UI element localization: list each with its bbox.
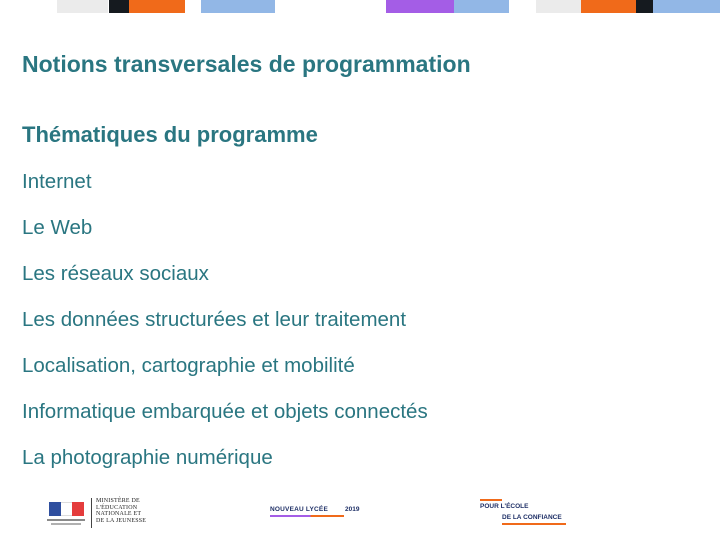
slide-title: Notions transversales de programmation (22, 51, 471, 77)
top-bar-segment (653, 0, 720, 13)
nouveau-lycee-label: NOUVEAU LYCÉE (270, 506, 328, 513)
footer-logos (0, 490, 720, 540)
top-bar-segment (109, 0, 129, 13)
ecole-top-rule (480, 499, 502, 501)
nouveau-lycee-underline (270, 515, 344, 517)
ecole-bottom-rule (502, 523, 566, 525)
topic-item: La photographie numérique (22, 446, 273, 469)
topic-item: Le Web (22, 216, 93, 239)
topic-item: Internet (22, 170, 92, 193)
top-color-bar (0, 0, 720, 13)
top-bar-segment (536, 0, 581, 13)
topic-list (22, 168, 428, 490)
ministere-logo (45, 498, 147, 528)
ecole-line1: POUR L'ÉCOLE (480, 503, 529, 510)
marianne-flag-icon (45, 500, 87, 528)
section-heading: Thématiques du programme (22, 122, 318, 147)
top-bar-segment (636, 0, 653, 13)
nouveau-lycee-logo (270, 506, 362, 520)
ministere-name: MINISTÈRE DE L'ÉDUCATION NATIONALE ET DE LA JEUNESSE (96, 498, 147, 524)
ecole-line2: DE LA CONFIANCE (502, 514, 562, 521)
topic-item: Informatique embarquée et objets connectés (22, 400, 428, 423)
logo-divider (91, 498, 92, 528)
top-bar-segment (201, 0, 275, 13)
top-bar-segment (129, 0, 185, 13)
topic-item: Localisation, cartographie et mobilité (22, 354, 355, 377)
top-bar-segment (386, 0, 454, 13)
top-bar-segment (454, 0, 509, 13)
topic-item: Les données structurées et leur traitement (22, 308, 407, 331)
ecole-confiance-logo (478, 498, 570, 528)
nouveau-lycee-year: 2019 (345, 506, 360, 513)
top-bar-segment (581, 0, 636, 13)
topic-item: Les réseaux sociaux (22, 262, 209, 285)
top-bar-segment (57, 0, 108, 13)
